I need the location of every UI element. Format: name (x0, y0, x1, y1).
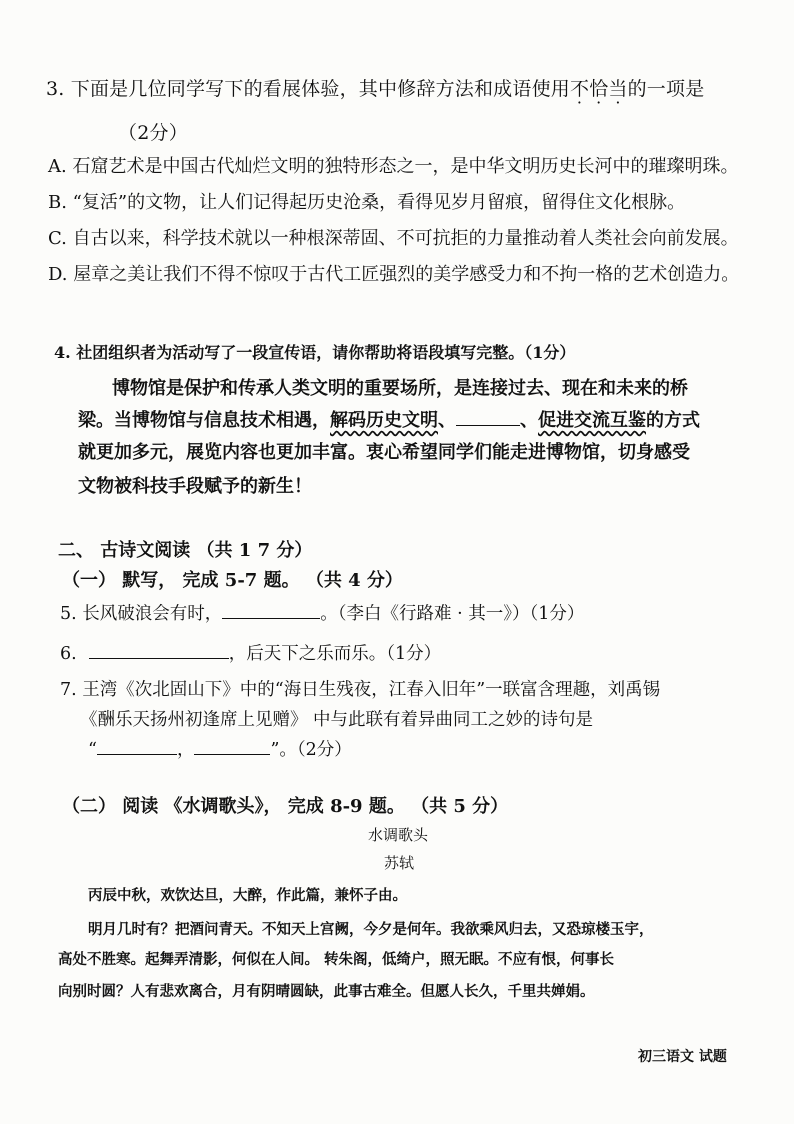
poem-author: 苏轼 (384, 854, 415, 872)
q7-line: 7. 王湾《次北固山下》中的“海日生残夜，江春入旧年”一联富含理趣，刘禹锡 (60, 680, 661, 700)
q3-option-a: A. 石窟艺术是中国古代灿烂文明的独特形态之一，是中华文明历史长河中的璀璨明珠。 (48, 156, 739, 177)
wavy-underlined-phrase: 解码历史文明 (330, 410, 438, 431)
fill-blank[interactable] (222, 601, 320, 620)
q5: 5. 长风破浪会有时， 。（李白《行路难 · 其一》）（1分） (60, 600, 584, 625)
fill-blank[interactable] (194, 737, 270, 756)
poem-line: 明月几时有？把酒问青天。不知天上宫阙，今夕是何年。我欲乘风归去，又恐琼楼玉宇， (88, 921, 654, 938)
q4-paragraph-line: 梁。当博物馆与信息技术相遇，解码历史文明、 、促进交流互鉴的方式 (78, 406, 700, 432)
poem-title: 水调歌头 (368, 826, 429, 844)
q7-line: 《酬乐天扬州初逢席上见赠》 中与此联有着异曲同工之妙的诗句是 (80, 710, 594, 730)
page-footer: 初三语文 试题 (638, 1049, 727, 1065)
q7-line: “ ， ”。（2分） (88, 736, 352, 761)
q6: 6. ，后天下之乐而乐。（1分） (60, 640, 441, 665)
q4-paragraph-line: 文物被科技手段赋予的新生！ (78, 476, 312, 497)
fill-blank[interactable] (456, 407, 520, 426)
poem-line: 向别时圆？人有悲欢离合，月有阴晴圆缺，此事古难全。但愿人长久，千里共婵娟。 (58, 983, 595, 1000)
emphasis-char: 恰 (589, 78, 609, 100)
subsection-title: （二） 阅读 《水调歌头》， 完成 8-9 题。 （共 5 分） (62, 796, 509, 817)
fill-blank[interactable] (97, 737, 177, 756)
wavy-underlined-phrase: 促进交流互鉴 (538, 410, 646, 431)
poem-preface: 丙辰中秋，欢饮达旦，大醉，作此篇，兼怀子由。 (88, 887, 407, 904)
q3-option-c: C. 自古以来，科学技术就以一种根深蒂固、不可抗拒的力量推动着人类社会向前发展。 (48, 228, 739, 249)
emphasis-char: 不 (569, 78, 590, 100)
poem-line: 高处不胜寒。起舞弄清影，何似在人间。 转朱阁，低绮户，照无眠。不应有恨，何事长 (58, 951, 615, 968)
q3-option-b: B. “复活”的文物，让人们记得起历史沧桑，看得见岁月留痕，留得住文化根脉。 (48, 192, 686, 213)
subsection-title: （一） 默写， 完成 5-7 题。 （共 4 分） (62, 570, 403, 591)
section-title: 二、 古诗文阅读 （共 1 7 分） (58, 540, 313, 561)
q3-option-d: D. 屋章之美让我们不得不惊叹于古代工匠强烈的美学感受力和不拘一格的艺术创造力。 (48, 264, 740, 285)
fill-blank[interactable] (89, 641, 229, 660)
q4-paragraph-line: 博物馆是保护和传承人类文明的重要场所，是连接过去、现在和未来的桥 (112, 378, 688, 399)
q3-score: （2分） (118, 122, 188, 144)
q4-stem: 4. 社团组织者为活动写了一段宣传语，请你帮助将语段填写完整。（1分） (54, 343, 576, 362)
q3-stem: 3. 下面是几位同学写下的看展体验，其中修辞方法和成语使用不恰当的一项是 (46, 78, 705, 100)
q4-paragraph-line: 就更加多元，展览内容也更加丰富。衷心希望同学们能走进博物馆，切身感受 (78, 442, 690, 463)
emphasis-char: 当 (608, 78, 628, 100)
